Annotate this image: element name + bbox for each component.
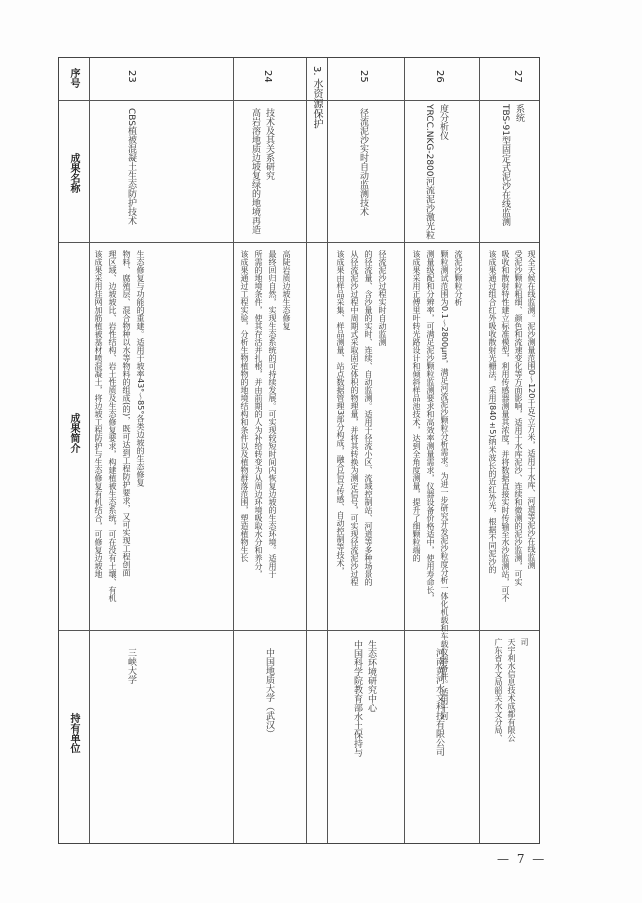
header-separator-seq xyxy=(59,100,539,101)
section-title: 3. 水资源保护 xyxy=(311,66,322,129)
row-25-holder-line-1: 中国科学院教育部水土保持与 xyxy=(352,640,362,757)
row-line-24-section xyxy=(306,58,307,843)
row-24-holder: 中国地质大学（武汉） xyxy=(264,648,274,738)
row-24-name-line-1: 高岩溶地质边坡复绿的地境再造 xyxy=(250,108,260,234)
row-25-seq: 25 xyxy=(358,70,369,83)
row-27-holder-line-3: 司 xyxy=(520,638,529,646)
row-27-holder-line-2: 天宇利水信息技术成都有限公 xyxy=(507,638,516,742)
header-row-line xyxy=(89,58,90,843)
row-26-intro-line-3: 颗粒测试范围为0.1～2800μm，满足河流泥沙颗粒分析需求。为进一步研究开发泥沙粒度分析一体化机载和车载仪器备件。适用于河 xyxy=(440,250,449,720)
header-holder: 持有单位 xyxy=(68,713,79,753)
row-23-holder: 三峡大学 xyxy=(126,648,136,684)
header-intro: 成果简介 xyxy=(68,413,79,453)
row-26-name-line-1: YRCC.NKG-2800河流泥沙激光粒 xyxy=(424,104,434,240)
row-27-name-line-1: TBS-91型固定式泥沙在线监测 xyxy=(500,104,510,226)
row-24-name-line-2: 技术及其关系研究 xyxy=(264,108,274,180)
row-27-holder-line-1: 广东省水文局韶关水文分局、 xyxy=(494,638,503,742)
row-27-seq: 27 xyxy=(512,70,523,83)
row-25-holder-line-2: 生态环境研究中心 xyxy=(366,640,376,712)
row-26-name-line-2: 度分析仪 xyxy=(438,104,448,140)
row-27-intro-line-4: 现全天候在线监测。泥沙测量范围0～120千克/立方米，适用于水库、河道等泥沙在线监测 xyxy=(527,250,536,570)
row-25-intro-line-1: 该成果由样品采集、样品测量、站点数据管理3部分构成，融合信号传感、自动控制等技术， xyxy=(336,250,345,576)
row-27-intro-line-1: 该成果通过组合红外吸收散射光栅法，采用(840±5)纳米波长的近红外光，根据不同泥沙的 xyxy=(488,250,497,574)
row-26-intro-line-1: 该成果采用正傅里叶转光路设计和倾斜样品池技术，达到全角度测量，提升了细颗粒端的 xyxy=(412,250,421,562)
row-27-name-line-2: 系统 xyxy=(514,104,524,122)
header-name: 成果名称 xyxy=(68,153,79,193)
row-26-holder: 河南黄河水文科技有限公司 xyxy=(434,648,444,756)
row-25-name: 径流泥沙实时自动监测技术 xyxy=(358,108,368,216)
row-24-intro-line-1: 该成果通过工程实验，分析生物植物的地境结构和条件以及植物群落范围，塑造植物生长 xyxy=(240,250,249,562)
row-25-intro-line-4: 径流泥沙过程实时自动监测 xyxy=(378,250,387,346)
row-line-26-27 xyxy=(479,58,480,843)
row-24-seq: 24 xyxy=(262,70,273,83)
results-table xyxy=(58,57,540,844)
row-24-intro-line-2: 所需的地境条件，使其存活并扎根，并由前期的人为补给转变为从周边环境吸取水分和养分， xyxy=(254,250,263,578)
row-23-intro-line-4: 生态修复与功能的重建。适用于坡率43°～85°各类边坡的生态修复 xyxy=(136,250,145,487)
row-25-intro-line-3: 的径流量、含沙量的实时、连续、自动监测。适用于径流小区、流域控制站、河道等多种场景的 xyxy=(364,250,373,586)
row-23-intro-line-3: 物料、腐殖层、混合物种以水等物料的组成(的)，既可达到工程防护要求，又可实现工程创面 xyxy=(122,250,131,577)
row-26-intro-line-4: 流泥沙颗粒分析 xyxy=(454,250,463,306)
row-26-intro-line-2: 测量级配和分辨率，可满足泥沙颗粒监测要求和高效率测量需求，仪器设备价格适中，使用寿命长， xyxy=(426,250,435,602)
header-separator-name xyxy=(59,242,539,243)
row-23-intro-line-2: 理区域、边坡坡比、岩性结构、岩土性质及生态修复要求，构建植被生态系统，可在没有土壤、有机 xyxy=(108,250,117,602)
row-24-intro-line-4: 高陡岩质边坡生态修复 xyxy=(282,250,291,330)
row-line-section-25 xyxy=(327,58,328,843)
header-seq: 序号 xyxy=(68,68,79,88)
header-separator-intro xyxy=(59,630,539,631)
row-24-intro-line-3: 最终回归自然，实现生态系统的可持续发展。可实现较短时间内恢复边坡的生态环境。适用于 xyxy=(268,250,277,578)
row-23-name: CBS植被混凝土生态防护技术 xyxy=(126,108,136,226)
row-line-23-24 xyxy=(233,58,234,843)
row-line-25-26 xyxy=(404,58,405,843)
page-number: — 7 — xyxy=(497,852,547,866)
row-27-intro-line-2: 吸收和散射特性建立标准模型，利用传感器测量其浓度，并将数据直接实时传输至水沙监测站，可不 xyxy=(501,250,510,602)
row-27-intro-line-3: 受泥沙颗粒粗细、颜色和流速变化等方面影响，适用于水库泥沙、连续和微测的泥沙监测，可实 xyxy=(514,250,523,586)
row-26-seq: 26 xyxy=(434,70,445,83)
row-25-intro-line-2: 从径流泥沙过程中周期式采取固定体积的物理量，并将其转换为测定信号，可实现径流泥沙过程 xyxy=(350,250,359,586)
row-23-seq: 23 xyxy=(126,70,137,83)
row-23-intro-line-1: 该成果采用挂网加筋植被基材喷混凝土，将边坡工程防护与生态修复有机结合，可修复边坡地 xyxy=(94,250,103,578)
